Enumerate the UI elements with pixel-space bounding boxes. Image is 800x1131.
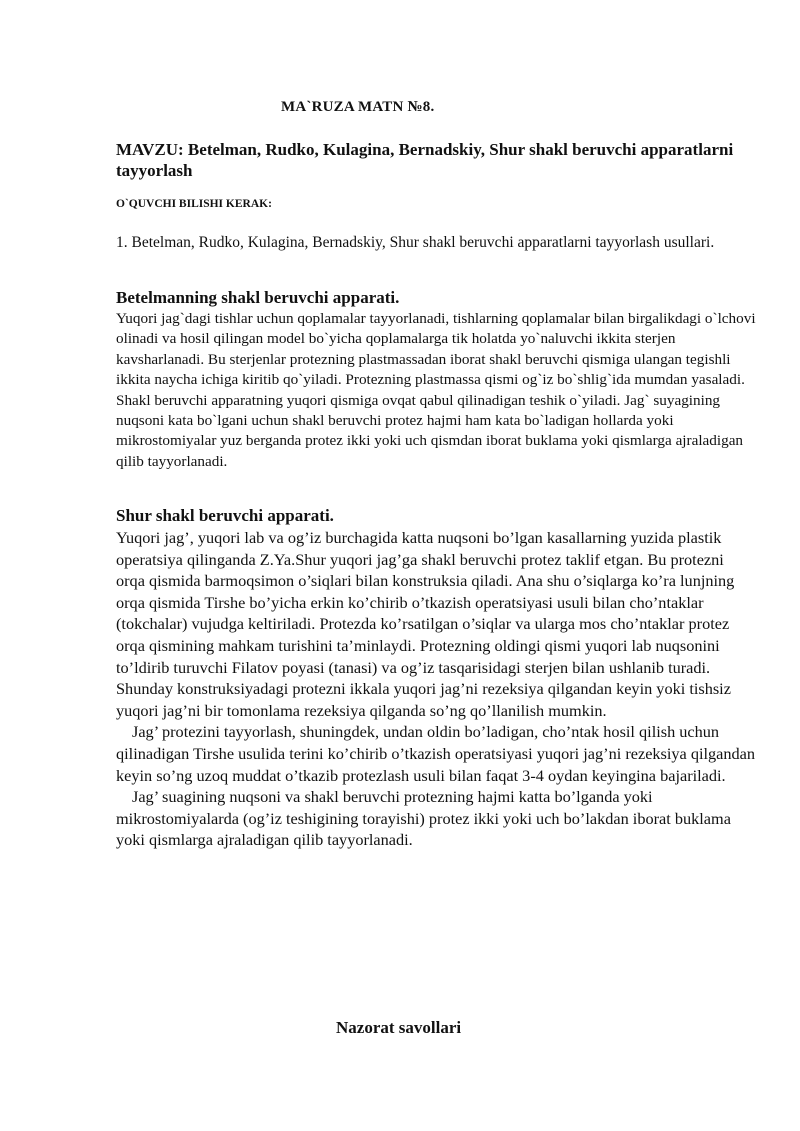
section-shur-body — [116, 527, 756, 851]
section-betelman-body: Yuqori jag`dagi tishlar uchun qoplamalar tayyorlanadi, tishlarning qoplamalar bilan birgalikdagi o`lchovi olinadi va hosil qilingan model bo`yicha qoplamalarga tik holatda yo`naluvchi ikkita sterjen kavsharlanadi. Bu sterjenlar protezning plastmassadan iborat shakl beruvchi qismiga ulangan tegishli ikkita naycha ichiga kiritib qo`yiladi. Protezning plastmassa qismi og`iz bo`shlig`ida mumdan yasaladi. Shakl beruvchi apparatning yuqori qismiga ovqat qabul qilinadigan teshik o`yiladi. Jag` suyagining nuqsoni kata bo`lgani uchun shakl beruvchi protez hajmi ham kata bo`ladigan hollarda yoki mikrostomiyalar yuz berganda protez ikki yoki uch qismdan iborat buklama yoki qismlarga ajraladigan qilib tayyorlanadi. — [116, 310, 756, 470]
shur-paragraph-2: Jag’ protezini tayyorlash, shuningdek, undan oldin bo’ladigan, cho’ntak hosil qilish uchun qilinadigan Tirshe usulida terini ko’chirib o’tkazish operatsiyasi yuqori jag’ni rezeksiya qilgandan keyin so’ng uzoq muddat o’tkazib protezlash usuli bilan faqat 3-4 oydan keyingina bajariladi. — [116, 722, 756, 785]
section-shur-heading: Shur shakl beruvchi apparati. — [116, 506, 334, 525]
shur-paragraph-1: Yuqori jag’, yuqori lab va og’iz burchagida katta nuqsoni bo’lgan kasallarning yuzida plastik operatsiya qilinganda Z.Ya.Shur yuqori jag’ga shakl beruvchi protez taklif etgan. Bu protezni orqa qismida barmoqsimon o’siqlari bilan konstruksia qiladi. Ana shu o’siqlarga ko’ra lunjning orqa qismida Tirshe bo’yicha erkin ko’chirib o’tkazish operatsiyasi usuli bilan cho’ntaklar (tokchalar) vujudga keltiriladi. Protezda ko’rsatilgan o’siqlar va ularga mos cho’ntaklar protez orqa qismining mahkam turishini ta’minlaydi. Protezning oldingi qismi yuqori lab nuqsonini to’ldirib turuvchi Filatov poyasi (tanasi) va og’iz tasqarisidagi sterjen bilan ushlanib turadi. Shunday konstruksiyadagi protezni ikkala yuqori jag’ni rezeksiya qilgandan keyin yoki tishsiz yuqori jag’ni bir tomonlama rezeksiya qilganda so’ng qo’llanilish mumkin. — [116, 528, 735, 720]
lecture-title: MA`RUZA MATN №8. — [281, 99, 435, 115]
shur-paragraph-3: Jag’ suagining nuqsoni va shakl beruvchi protezning hajmi katta bo’lganda yoki mikrostomiyalarda (og’iz teshigining torayishi) protez ikki yoki uch bo’lakdan iborat buklama yoki qismlarga ajraladigan qilib tayyorlanadi. — [116, 787, 731, 850]
section-betelman-heading: Betelmanning shakl beruvchi apparati. — [116, 288, 400, 307]
topic-heading: MAVZU: Betelman, Rudko, Kulagina, Bernadskiy, Shur shakl beruvchi apparatlarni tayyorlash — [116, 140, 734, 180]
must-know-item: 1. Betelman, Rudko, Kulagina, Bernadskiy, Shur shakl beruvchi apparatlarni tayyorlash usullari. — [116, 234, 715, 251]
control-questions-heading: Nazorat savollari — [336, 1018, 462, 1037]
must-know-heading: O`QUVCHI BILISHI KERAK: — [116, 198, 272, 210]
